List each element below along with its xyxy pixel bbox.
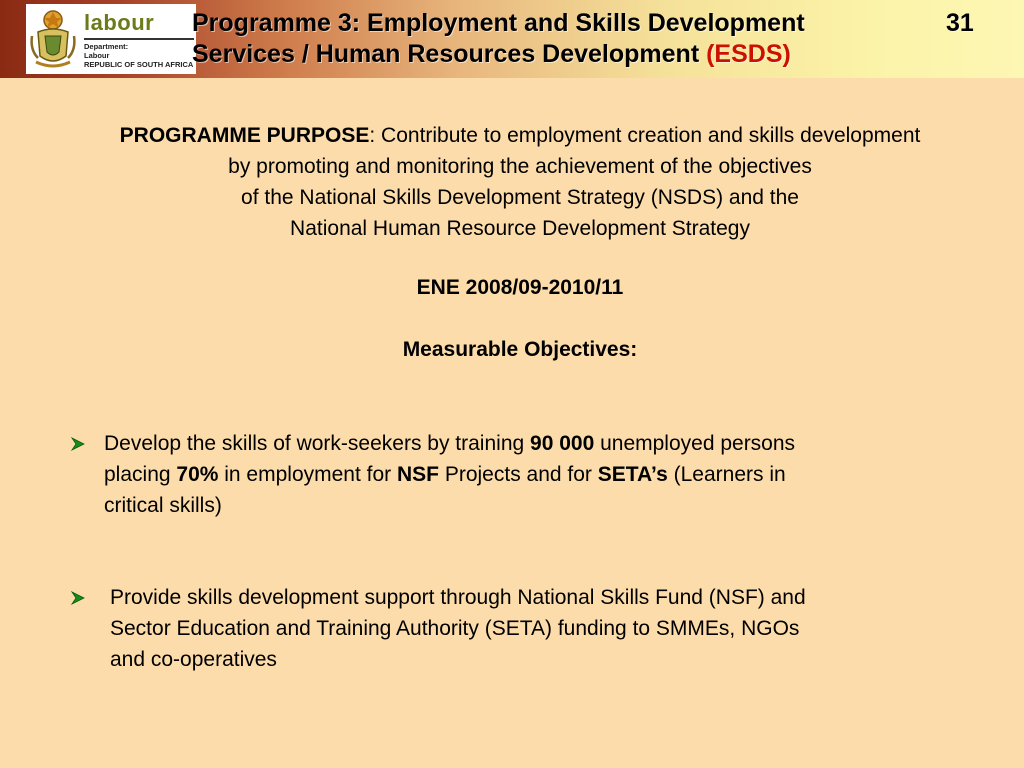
programme-purpose (20, 120, 1020, 244)
purpose-line-1 (20, 120, 1020, 151)
title-line-1: Programme 3: Employment and Skills Development (192, 9, 805, 37)
text-run: (Learners in (667, 463, 786, 486)
purpose-line-2: by promoting and monitoring the achievement of the objectives (228, 155, 812, 178)
objective-1-line-2 (104, 459, 984, 490)
header-banner (0, 0, 1024, 78)
title-line-2-text: Services / Human Resources Development (192, 40, 707, 68)
ene-period: ENE 2008/09-2010/11 (416, 276, 624, 299)
bold-run: SETA’s (597, 463, 668, 486)
objective-2-line-2: Sector Education and Training Authority (SETA) funding to SMMEs, NGOs (110, 617, 800, 640)
text-run: placing (104, 463, 177, 486)
purpose-line-3: of the National Skills Development Strategy (NSDS) and the (241, 186, 799, 209)
bullet-arrow-icon (70, 436, 86, 452)
logo-sub-line: Department: (84, 42, 129, 51)
department-logo (26, 4, 196, 74)
title-line-2 (192, 39, 952, 70)
bullet-arrow-icon (70, 590, 86, 606)
objective-item-2 (110, 582, 990, 675)
bold-run: NSF (397, 463, 439, 486)
text-run: Develop the skills of work-seekers by training (104, 432, 531, 455)
objective-2-line-1: Provide skills development support through National Skills Fund (NSF) and (110, 586, 806, 609)
objective-1-line-1 (104, 428, 984, 459)
bold-run: 90 000 (530, 432, 595, 455)
purpose-text: : Contribute to employment creation and skills development (369, 124, 921, 147)
text-run: unemployed persons (594, 432, 796, 455)
text-run: Projects and for (439, 463, 598, 486)
title-highlight: (ESDS) (706, 40, 791, 68)
objective-1-line-3: critical skills) (104, 494, 222, 517)
logo-sub-line: REPUBLIC OF SOUTH AFRICA (84, 60, 194, 69)
logo-subtitle (84, 42, 193, 69)
logo-divider (84, 38, 194, 40)
logo-sub-line: Labour (84, 51, 110, 60)
slide-title (192, 8, 952, 70)
text-run: in employment for (218, 463, 397, 486)
logo-wordmark: labour (84, 10, 155, 35)
measurable-objectives-heading: Measurable Objectives: (402, 338, 638, 361)
coat-of-arms-icon (28, 6, 78, 72)
purpose-label: PROGRAMME PURPOSE (119, 124, 370, 147)
objective-2-line-3: and co-operatives (110, 648, 277, 671)
page-number: 31 (946, 9, 974, 37)
purpose-line-4: National Human Resource Development Strategy (290, 217, 750, 240)
bold-run: 70% (176, 463, 219, 486)
objective-item-1 (104, 428, 984, 521)
